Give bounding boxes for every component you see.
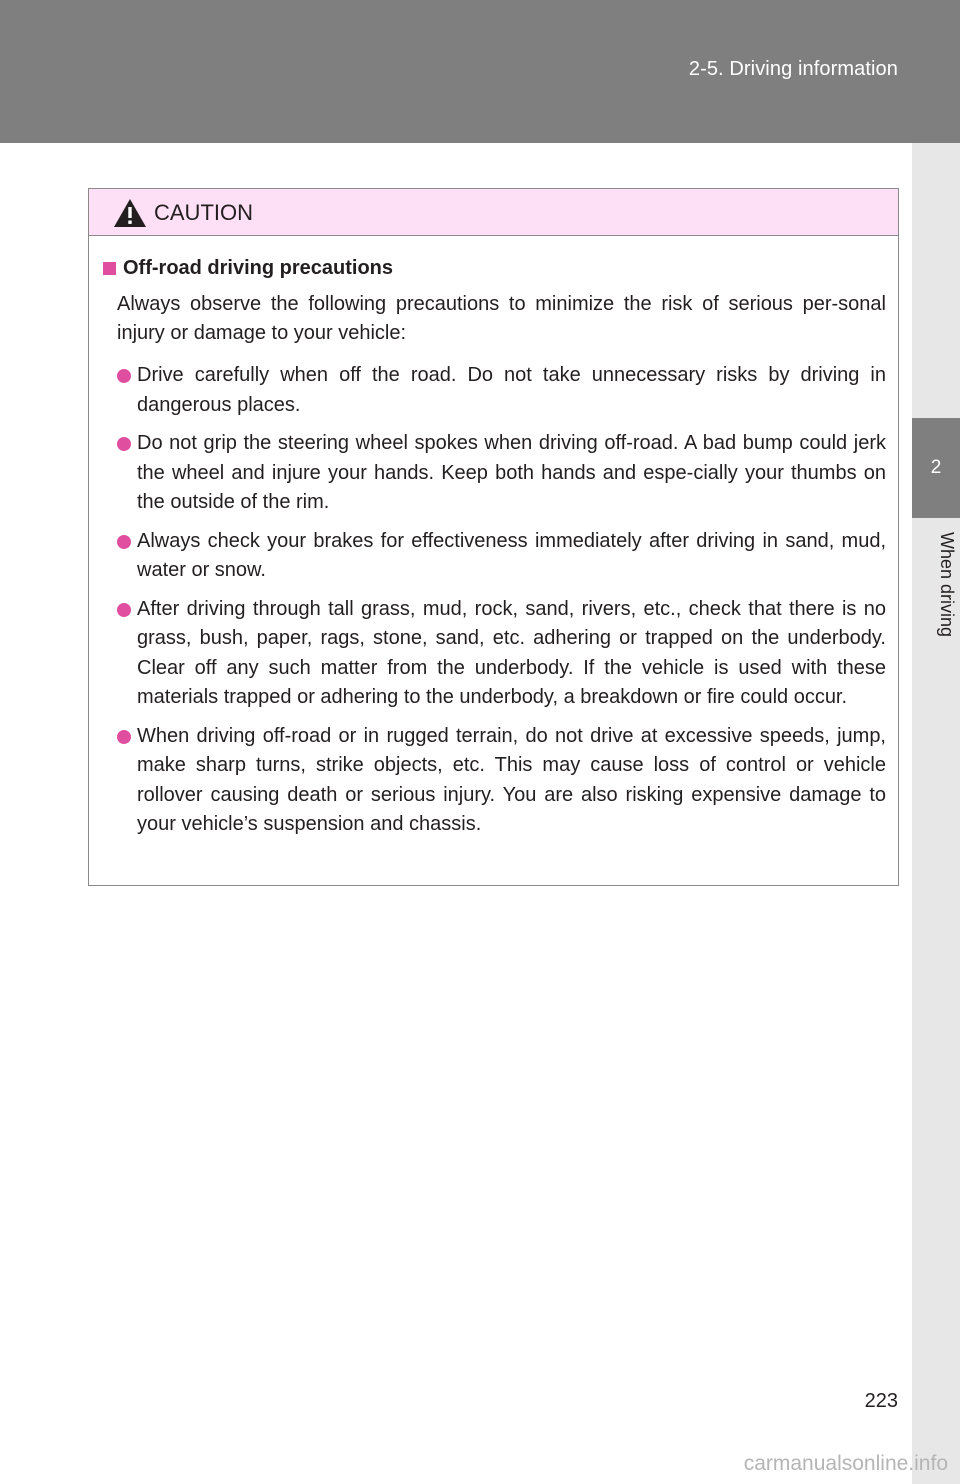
subsection-heading-text: Off-road driving precautions — [123, 257, 394, 279]
caution-box — [88, 188, 899, 886]
list-item-text: Do not grip the steering wheel spokes when driving off-road. A bad bump could jerk the wheel and injure your hands. Keep both hands and espe-cially your thumbs on the outside of the rim. — [137, 432, 886, 513]
section-title: 2-5. Driving information — [688, 58, 898, 80]
page-number: 223 — [864, 1390, 898, 1412]
bullet-dot-icon — [117, 535, 131, 549]
intro-paragraph: Always observe the following precautions to minimize the risk of serious per-sonal injury or damage to your vehicle: — [117, 293, 886, 344]
square-bullet-icon — [103, 262, 116, 275]
warning-icon — [113, 198, 147, 228]
list-item — [117, 429, 886, 518]
bullet-dot-icon — [117, 437, 131, 451]
bullet-dot-icon — [117, 603, 131, 617]
side-tab-top — [912, 143, 960, 418]
caution-title: CAUTION — [154, 200, 253, 225]
list-item-text: After driving through tall grass, mud, rock, sand, rivers, etc., check that there is no grass, bush, paper, rags, stone, sand, etc. adhering or trapped on the underbody. Clear off any such matter from the underbody. If the vehicle is used with these materials trapped or adhering to the underbody, a breakdown or fire could occur. — [137, 597, 886, 708]
caution-header — [89, 189, 898, 236]
page-header — [0, 0, 960, 143]
list-item — [117, 527, 886, 586]
list-item — [117, 361, 886, 420]
chapter-tab: 2 — [912, 418, 960, 518]
subsection-heading — [103, 257, 393, 280]
chapter-label: When driving — [937, 532, 957, 638]
bullet-list — [117, 361, 886, 849]
list-item-text: Always check your brakes for effectiveness immediately after driving in sand, mud, water or snow. — [137, 529, 886, 581]
list-item-text: When driving off-road or in rugged terrain, do not drive at excessive speeds, jump, make sharp turns, strike objects, etc. This may cause loss of control or vehicle rollover causing death or serious injury. You are also risking expensive damage to your vehicle’s suspension and chassis. — [137, 724, 886, 835]
list-item — [117, 595, 886, 713]
list-item-text: Drive carefully when off the road. Do not take unnecessary risks by driving in dangerous places. — [137, 364, 886, 416]
bullet-dot-icon — [117, 730, 131, 744]
list-item — [117, 722, 886, 840]
watermark: carmanualsonline.info — [743, 1452, 948, 1475]
bullet-dot-icon — [117, 369, 131, 383]
